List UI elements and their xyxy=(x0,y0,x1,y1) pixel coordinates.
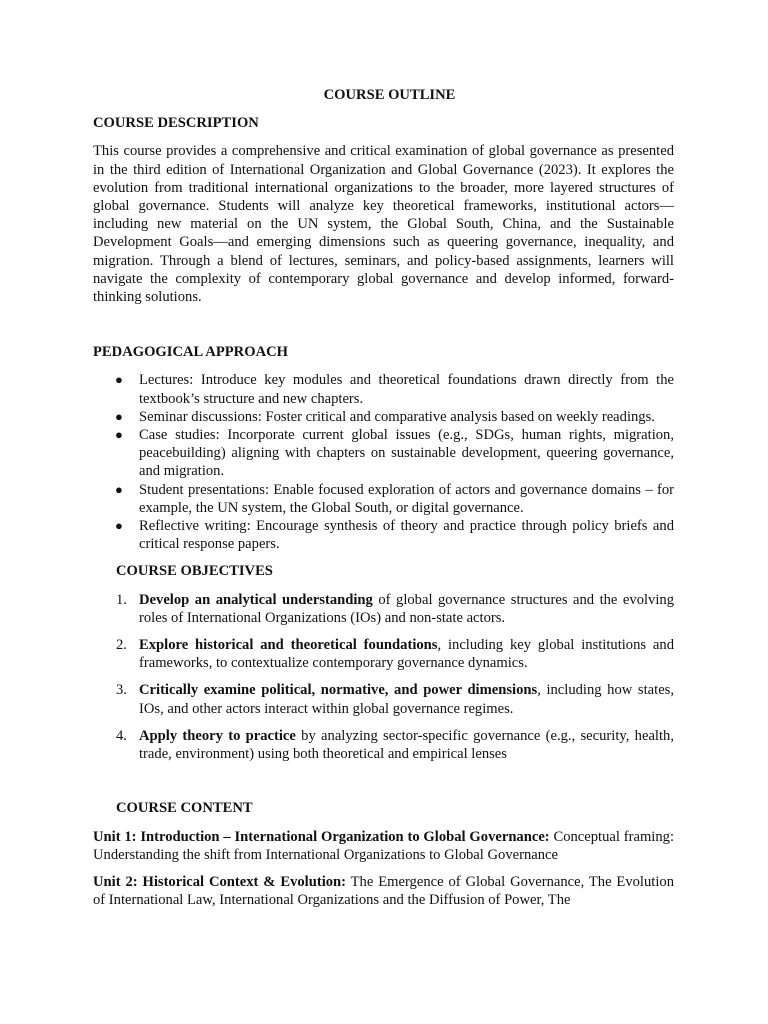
list-item xyxy=(93,408,674,426)
list-item-text: Seminar discussions: Foster critical and comparative analysis based on weekly readings. xyxy=(139,408,655,425)
objective-bold-text: Explore historical and theoretical foundations xyxy=(139,637,438,654)
objective-text: by analyzing sector-specific governance (e.g., security, health, trade, environment) using both theoretical and empirical lenses xyxy=(139,727,674,763)
spacer xyxy=(93,306,674,343)
pedagogy-heading: PEDAGOGICAL APPROACH xyxy=(93,344,288,361)
content-heading: COURSE CONTENT xyxy=(116,800,253,817)
objective-number: 1. xyxy=(116,591,127,608)
objective-number: 4. xyxy=(116,727,127,744)
unit-text: Conceptual framing: Understanding the shift from International Organizations to Global Governance xyxy=(93,828,675,863)
bullet-icon: ● xyxy=(115,408,123,424)
spacer xyxy=(93,772,674,799)
unit-title: Unit 1: Introduction – International Organization to Global Governance: xyxy=(93,828,550,845)
bullet-icon: ● xyxy=(115,427,123,443)
objective-number: 2. xyxy=(116,637,127,654)
document-page xyxy=(93,86,674,918)
pedagogy-list xyxy=(93,371,674,553)
objective-bold-text: Apply theory to practice xyxy=(139,727,296,744)
unit-paragraph xyxy=(93,828,674,864)
list-item xyxy=(93,371,674,407)
list-item xyxy=(93,426,674,481)
bullet-icon: ● xyxy=(115,518,123,534)
list-item xyxy=(93,517,674,553)
list-item-text: Lectures: Introduce key modules and theoretical foundations drawn directly from the textbook’s structure and new chapters. xyxy=(139,372,674,407)
list-item xyxy=(93,481,674,517)
unit-text: The Emergence of Global Governance, The Evolution of International Law, International Organizations and the Diffusion of Power, The xyxy=(93,873,674,909)
description-heading: COURSE DESCRIPTION xyxy=(93,115,259,132)
list-item-text: Reflective writing: Encourage synthesis of theory and practice through policy briefs and critical response papers. xyxy=(139,518,674,553)
document-title: COURSE OUTLINE xyxy=(323,87,456,103)
objective-bold-text: Develop an analytical understanding xyxy=(139,591,373,608)
objective-number: 3. xyxy=(116,682,127,699)
objective-item xyxy=(93,591,674,627)
description-paragraph: This course provides a comprehensive and critical examination of global governance as presented in the third edition of International Organization and Global Governance (2023). It explores the evolution from traditional international organizations to the broader, more layered structures of global governance. Students will analyze key theoretical frameworks, institutional actors—including new material on the UN system, the Global South, China, and the Sustainable Development Goals—and emerging dimensions such as queering governance, inequality, and migration. Through a blend of lectures, seminars, and policy-based assignments, learners will navigate the complexity of contemporary global governance and develop informed, forward-thinking solutions. xyxy=(93,143,674,306)
unit-paragraph xyxy=(93,873,674,909)
list-item-text: Case studies: Incorporate current global issues (e.g., SDGs, human rights, migration, peacebuilding) aligning with chapters on sustainable development, queering governance, and migration. xyxy=(139,427,674,480)
bullet-icon: ● xyxy=(115,372,123,388)
objective-item xyxy=(93,636,674,672)
list-item-text: Student presentations: Enable focused exploration of actors and governance domains – for example, the UN system, the Global South, or digital governance. xyxy=(139,481,674,516)
objective-text: of global governance structures and the evolving roles of International Organizations (IOs) and non-state actors. xyxy=(139,591,674,626)
objective-text: , including how states, IOs, and other actors interact within global governance regimes. xyxy=(139,682,674,717)
unit-title: Unit 2: Historical Context & Evolution: xyxy=(93,873,347,890)
objectives-list xyxy=(93,591,674,764)
objective-bold-text: Critically examine political, normative, and power dimensions xyxy=(139,682,538,699)
objective-item xyxy=(93,727,674,763)
objective-item xyxy=(93,681,674,717)
bullet-icon: ● xyxy=(115,481,123,497)
objectives-heading: COURSE OBJECTIVES xyxy=(116,563,273,580)
objective-text: , including key global institutions and frameworks, to contextualize contemporary governance dynamics. xyxy=(139,637,674,672)
